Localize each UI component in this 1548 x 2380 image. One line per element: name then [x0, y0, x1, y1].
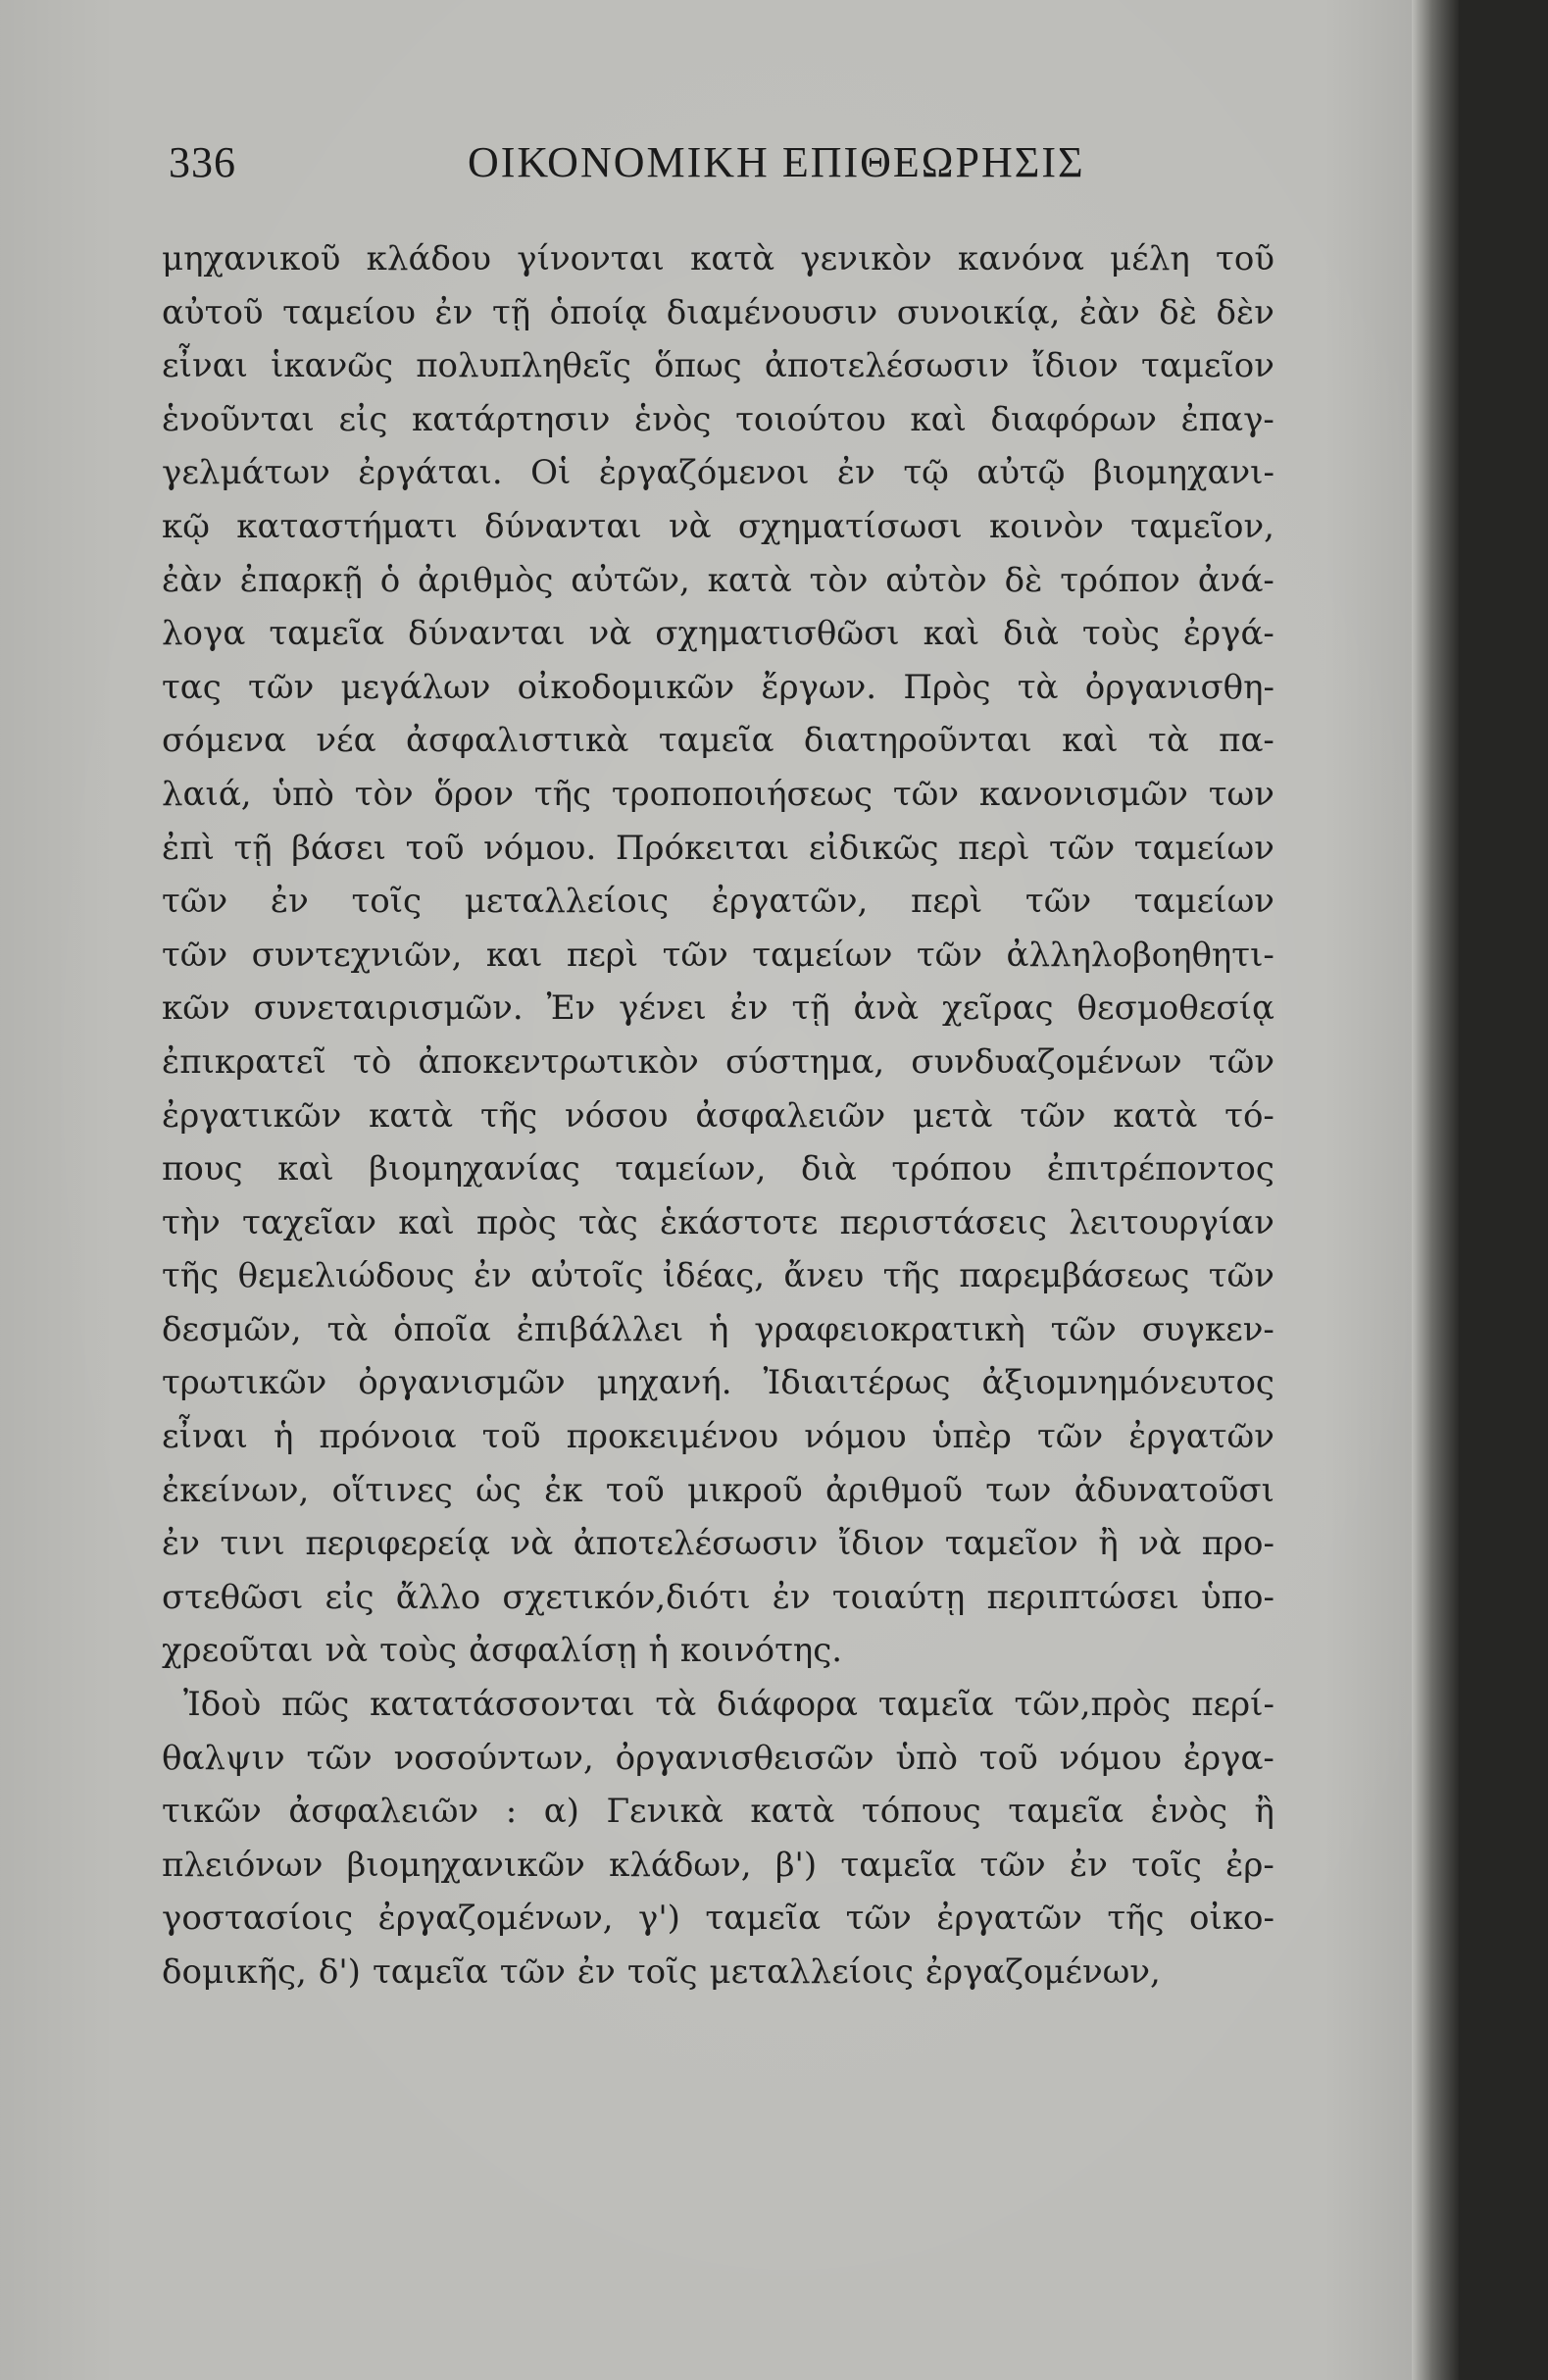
text-line: πλειόνων βιομηχανικῶν κλάδων, β') ταμεῖα τῶν ἐν τοῖς ἐρ- [162, 1845, 1274, 1885]
text-line: τῆς θεμελιώδους ἐν αὐτοῖς ἰδέας, ἄνευ τῆς παρεμβάσεως τῶν [162, 1256, 1274, 1296]
text-line: Ἰδοὺ πῶς κατατάσσονται τὰ διάφορα ταμεῖα τῶν,πρὸς περί- [183, 1685, 1274, 1725]
text-line: πους καὶ βιομηχανίας ταμείων, διὰ τρόπου ἐπιτρέποντος [162, 1149, 1274, 1190]
text-line: αὐτοῦ ταμείου ἐν τῇ ὁποίᾳ διαμένουσιν συνοικίᾳ, ἐὰν δὲ δὲν [162, 292, 1274, 332]
text-line: κῶν συνεταιρισμῶν. Ἐν γένει ἐν τῇ ἀνὰ χεῖρας θεσμοθεσίᾳ [162, 988, 1274, 1029]
text-line: δεσμῶν, τὰ ὁποῖα ἐπιβάλλει ἡ γραφειοκρατικὴ τῶν συγκεν- [162, 1309, 1274, 1349]
text-line: ἐκείνων, οἵτινες ὡς ἐκ τοῦ μικροῦ ἀριθμοῦ των ἀδυνατοῦσι [162, 1470, 1274, 1510]
text-line: σόμενα νέα ἀσφαλιστικὰ ταμεῖα διατηροῦνται καὶ τὰ πα- [162, 721, 1274, 761]
page-gutter-shadow [1412, 0, 1459, 2380]
text-line: μηχανικοῦ κλάδου γίνονται κατὰ γενικὸν κανόνα μέλη τοῦ [162, 239, 1274, 279]
page-number: 336 [169, 138, 236, 186]
text-line: θαλψιν τῶν νοσούντων, ὀργανισθεισῶν ὑπὸ τοῦ νόμου ἐργα- [162, 1738, 1274, 1778]
running-title: ΟΙΚΟΝΟΜΙΚΗ ΕΠΙΘΕΩΡΗΣΙΣ [468, 138, 1085, 186]
page-header [169, 137, 1272, 196]
text-line: χρεοῦται νὰ τοὺς ἀσφαλίσῃ ἡ κοινότης. [162, 1631, 843, 1671]
text-line: εἶναι ἱκανῶς πολυπληθεῖς ὅπως ἀποτελέσωσιν ἴδιον ταμεῖον [162, 346, 1274, 386]
text-line: κῷ καταστήματι δύνανται νὰ σχηματίσωσι κοινὸν ταμεῖον, [162, 506, 1274, 546]
text-line: γελμάτων ἐργάται. Οἱ ἐργαζόμενοι ἐν τῷ αὐτῷ βιομηχανι- [162, 453, 1274, 493]
text-line: τῶν συντεχνιῶν, και περὶ τῶν ταμείων τῶν ἀλληλοβοηθητι- [162, 935, 1274, 975]
text-line: τας τῶν μεγάλων οἰκοδομικῶν ἔργων. Πρὸς τὰ ὀργανισθη- [162, 667, 1274, 707]
text-line: τῶν ἐν τοῖς μεταλλείοις ἐργατῶν, περὶ τῶν ταμείων [162, 882, 1274, 922]
text-line: λαιά, ὑπὸ τὸν ὅρον τῆς τροποποιήσεως τῶν κανονισμῶν των [162, 774, 1274, 814]
text-line: τρωτικῶν ὀργανισμῶν μηχανή. Ἰδιαιτέρως ἀξιομνημόνευτος [162, 1363, 1274, 1403]
text-line: γοστασίοις ἐργαζομένων, γ') ταμεῖα τῶν ἐργατῶν τῆς οἰκο- [162, 1899, 1274, 1939]
text-line: ἐπικρατεῖ τὸ ἀποκεντρωτικὸν σύστημα, συνδυαζομένων τῶν [162, 1041, 1274, 1082]
text-line: ἑνοῦνται εἰς κατάρτησιν ἑνὸς τοιούτου καὶ διαφόρων ἐπαγ- [162, 399, 1274, 439]
text-line: τὴν ταχεῖαν καὶ πρὸς τὰς ἑκάστοτε περιστάσεις λειτουργίαν [162, 1202, 1274, 1242]
text-line: εἶναι ἡ πρόνοια τοῦ προκειμένου νόμου ὑπὲρ τῶν ἐργατῶν [162, 1417, 1274, 1457]
text-line: ἐργατικῶν κατὰ τῆς νόσου ἀσφαλειῶν μετὰ τῶν κατὰ τό- [162, 1095, 1274, 1136]
body-text [162, 232, 1274, 2000]
text-line: ἐὰν ἐπαρκῇ ὁ ἀριθμὸς αὐτῶν, κατὰ τὸν αὐτὸν δὲ τρόπον ἀνά- [162, 560, 1274, 600]
text-line: δομικῆς, δ') ταμεῖα τῶν ἐν τοῖς μεταλλείοις ἐργαζομένων, [162, 1952, 1161, 1992]
scan-border [1459, 0, 1548, 2380]
text-line: ἐπὶ τῇ βάσει τοῦ νόμου. Πρόκειται εἰδικῶς περὶ τῶν ταμείων [162, 828, 1274, 868]
text-line: ἐν τινι περιφερείᾳ νὰ ἀποτελέσωσιν ἴδιον ταμεῖον ἢ νὰ προ- [162, 1524, 1274, 1564]
text-line: τικῶν ἀσφαλειῶν : α) Γενικὰ κατὰ τόπους ταμεῖα ἑνὸς ἢ [162, 1792, 1274, 1832]
text-line: στεθῶσι εἰς ἄλλο σχετικόν,διότι ἐν τοιαύτῃ περιπτώσει ὑπο- [162, 1577, 1274, 1617]
text-line: λογα ταμεῖα δύνανται νὰ σχηματισθῶσι καὶ διὰ τοὺς ἐργά- [162, 614, 1274, 654]
